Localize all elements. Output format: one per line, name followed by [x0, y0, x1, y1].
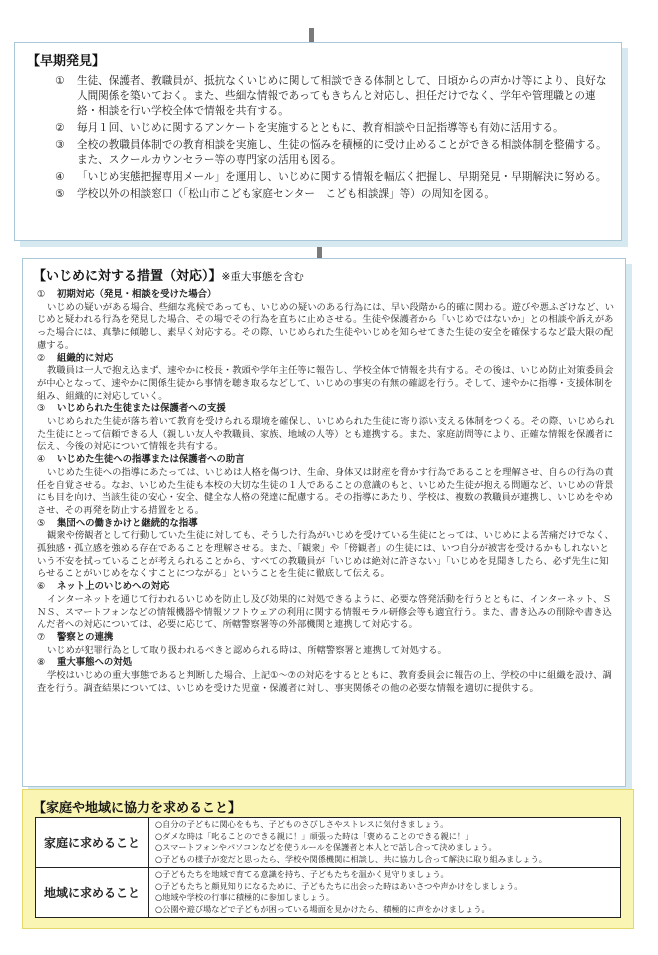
- response-text: [37, 467, 617, 518]
- response-text: [37, 594, 617, 632]
- table-row: [36, 818, 621, 868]
- item-text: 毎月１回、いじめに関するアンケートを実施するとともに、教育相談や日記指導等も有効に活用する。: [77, 122, 564, 134]
- item-number: ④: [55, 171, 65, 183]
- response-item-8: [37, 657, 617, 695]
- paragraph-text: インターネットを通じて行われるいじめを防止し及び効果的に対処できるように、必要な啓発活動を行うとともに、インターネット、ＳＮＳ、スマートフォンなどの情報機器や情報ソフトウェアの利用に関する情報モラル研修会等も適宜行う。また、書き込みの削除や書き込んだ者への対応については、必要に応じて、所轄警察署等の外部機関と連携して対応する。: [37, 593, 612, 631]
- heading-text: 警察との連携: [57, 631, 114, 643]
- heading-text: ネット上のいじめへの対応: [57, 581, 170, 593]
- response-item-4: [37, 454, 617, 518]
- cooperation-table: [35, 817, 621, 918]
- list-item: ○ダメな時は「叱ることのできる親に！」頑張った時は「褒めることのできる親に！」: [155, 830, 474, 841]
- item-number: ①: [55, 75, 65, 87]
- response-heading: [37, 353, 617, 366]
- item-number: ⑤: [37, 517, 46, 529]
- paragraph-text: いじめが犯罪行為として取り扱われるべきと認められる時は、所轄警察署と連携して対処する。: [47, 644, 447, 656]
- heading-text: いじめた生徒への指導または保護者への助言: [57, 454, 245, 466]
- response-heading: [37, 518, 617, 531]
- item-text: 「いじめ実態把握専用メール」を運用し、いじめに関する情報を幅広く把握し、早期発見・早期解決に努める。: [77, 171, 607, 183]
- response-title-note: ※重大事態を含む: [221, 271, 304, 283]
- item-text: 学校以外の相談窓口（「松山市こども家庭センター こども相談課」等）の周知を図る。: [77, 188, 496, 200]
- response-item-1: [37, 289, 617, 353]
- heading-text: 組織的に対応: [57, 352, 114, 364]
- community-items: [149, 867, 621, 917]
- response-text: [37, 530, 617, 581]
- item-number: ⑦: [37, 631, 46, 643]
- item-number: ⑧: [37, 657, 46, 669]
- item-number: ④: [37, 454, 46, 466]
- paragraph-text: いじめた生徒への指導にあたっては、いじめは人格を傷つけ、生命、身体又は財産を脅かす行為であることを理解させ、自らの行為の責任を自覚させる。なお、いじめた生徒も本校の大切な生徒の１人であることの意識のもと、いじめた生徒が抱える問題など、いじめの背景にも目を向け、当該生徒の安心・安全、健全な人格の発達に配慮する。その指導にあたり、学校は、複数の教職員が連携し、いじめをやめさせ、その再発を防止する措置をとる。: [37, 466, 614, 516]
- response-heading: [37, 454, 617, 467]
- list-item: ○地域や学校の行事に積極的に参加しましょう。: [155, 892, 335, 903]
- community-label: 地域に求めること: [36, 867, 149, 917]
- item-number: ⑥: [37, 581, 46, 593]
- response-item-3: [37, 403, 617, 454]
- cooperation-title: 【家庭や地域に協力を求めること】: [33, 801, 242, 816]
- paragraph-text: いじめられた生徒が落ち着いて教育を受けられる環境を確保し、いじめられた生徒に寄り添い支える体制をつくる。その際、いじめられた生徒にとって信頼できる人（親しい友人や教職員、家族、地域の人等）とも連携する。また、家庭訪問等により、正確な情報を保護者に伝え、今後の対応について情報を共有する。: [37, 416, 615, 453]
- cooperation-section: [22, 789, 634, 929]
- early-detection-section: [14, 42, 622, 241]
- early-detection-title: 【早期発見】: [27, 54, 106, 69]
- response-heading: [37, 403, 617, 416]
- response-title: [33, 265, 304, 284]
- response-item-6: [37, 581, 617, 632]
- list-item: ○子どもたちを地域で育てる意識を持ち、子どもたちを温かく見守りましょう。: [155, 868, 449, 879]
- early-item-3: [55, 138, 615, 168]
- response-item-7: [37, 632, 617, 657]
- response-text: [37, 645, 617, 658]
- item-text: 全校の教職員体制での教育相談を実施し、生徒の悩みを積極的に受け止めることができる相談体制を整備する。また、スクールカウンセラー等の専門家の活用も図る。: [77, 139, 607, 166]
- list-item: ○スマートフォンやパソコンなどを使うルールを保護者と本人とで話し合って決めましょう。: [155, 842, 497, 853]
- response-item-2: [37, 353, 617, 404]
- table-row: [36, 867, 621, 917]
- heading-text: いじめられた生徒または保護者への支援: [57, 403, 226, 415]
- paragraph-text: 観衆や傍観者として行動していた生徒に対しても、そうした行為がいじめを受けている生徒にとっては、いじめによる苦痛だけでなく、孤独感・孤立感を強める存在であることを理解させる。また、「観衆」や「傍観者」の生徒には、いつ自分が被害を受けるかもしれないという不安を拭っていることが考えられることから、すべての教職員が「いじめは絶対に許さない」「いじめを見聞きしたら、必ず先生に知らせることがいじめをなくすことにつながる」ということを生徒に徹底して伝える。: [37, 530, 614, 580]
- response-heading: [37, 289, 617, 302]
- response-heading: [37, 657, 617, 670]
- response-section: [22, 258, 626, 787]
- response-item-5: [37, 518, 617, 582]
- list-item: ○自分の子どもに関心をもち、子どものさびしさやストレスに気付きましょう。: [155, 819, 449, 829]
- item-number: ②: [55, 122, 65, 134]
- response-title-text: 【いじめに対する措置（対応）】: [33, 269, 222, 284]
- item-number: ③: [55, 139, 65, 151]
- response-text: [37, 302, 617, 353]
- response-text: [37, 416, 617, 454]
- middle-connector: [317, 241, 322, 259]
- paragraph-text: 学校はいじめの重大事態であると判断した場合、上記①～⑦の対応をするとともに、教育委員会に報告の上、学校の中に組織を設け、調査を行う。調査結果については、いじめを受けた児童・保護者に対し、事実関係その他の必要な情報を適切に提供する。: [37, 670, 612, 694]
- heading-text: 重大事態への対処: [57, 657, 133, 669]
- heading-text: 集団への働きかけと継続的な指導: [57, 517, 198, 529]
- list-item: ○公園や遊び場などで子どもが困っている場面を見かけたら、積極的に声をかけましょう。: [155, 903, 490, 914]
- response-text: [37, 670, 617, 695]
- response-heading: [37, 581, 617, 594]
- item-number: ⑤: [55, 188, 65, 200]
- response-body: [37, 289, 617, 696]
- response-text: [37, 365, 617, 403]
- early-item-5: [55, 187, 615, 202]
- early-item-1: [55, 74, 615, 119]
- item-text: 生徒、保護者、教職員が、抵抗なくいじめに関して相談できる体制として、日頃からの声かけ等により、良好な人間関係を築いておく。また、些細な情報であってもきちんと対応し、担任だけでなく、学年や管理職との連絡・相談を行い学校全体で情報を共有する。: [77, 75, 607, 117]
- list-item: ○子どもの様子が変だと思ったら、学校や関係機関に相談し、共に協力し合って解決に取り組みましょう。: [155, 854, 547, 865]
- early-item-2: [55, 121, 615, 136]
- family-label: 家庭に求めること: [36, 818, 149, 868]
- response-heading: [37, 632, 617, 645]
- early-item-4: [55, 170, 615, 185]
- early-detection-list: [55, 74, 615, 204]
- item-number: ③: [37, 403, 46, 415]
- paragraph-text: いじめの疑いがある場合、些細な兆候であっても、いじめの疑いのある行為には、早い段階から的確に関わる。遊びや悪ふざけなど、いじめと疑われる行為を発見した場合、その場でその行為を直ちに止めさせる。生徒や保護者から「いじめではないか」との相談や訴えがあった場合には、真摯に傾聴し、素早く対応する。その際、いじめられた生徒やいじめを知らせてきた生徒の安全を確保するなど最大限の配慮する。: [37, 301, 615, 351]
- list-item: ○子どもたちと顔見知りになるために、子どもたちに出会った時はあいさつや声かけをしましょう。: [155, 880, 523, 891]
- item-number: ①: [37, 289, 46, 300]
- heading-text: 初期対応（発見・相談を受けた場合）: [57, 289, 217, 300]
- paragraph-text: 教職員は一人で抱え込まず、速やかに校長・教頭や学年主任等に報告し、学校全体で情報を共有する。その後は、いじめ防止対策委員会が中心となって、速やかに関係生徒から事情を聴き取るなどして、いじめの事実の有無の確認を行う。そして、速やかに指導・支援体制を組み、組織的に対応していく。: [37, 365, 614, 402]
- item-number: ②: [37, 352, 46, 364]
- family-items: [149, 818, 621, 868]
